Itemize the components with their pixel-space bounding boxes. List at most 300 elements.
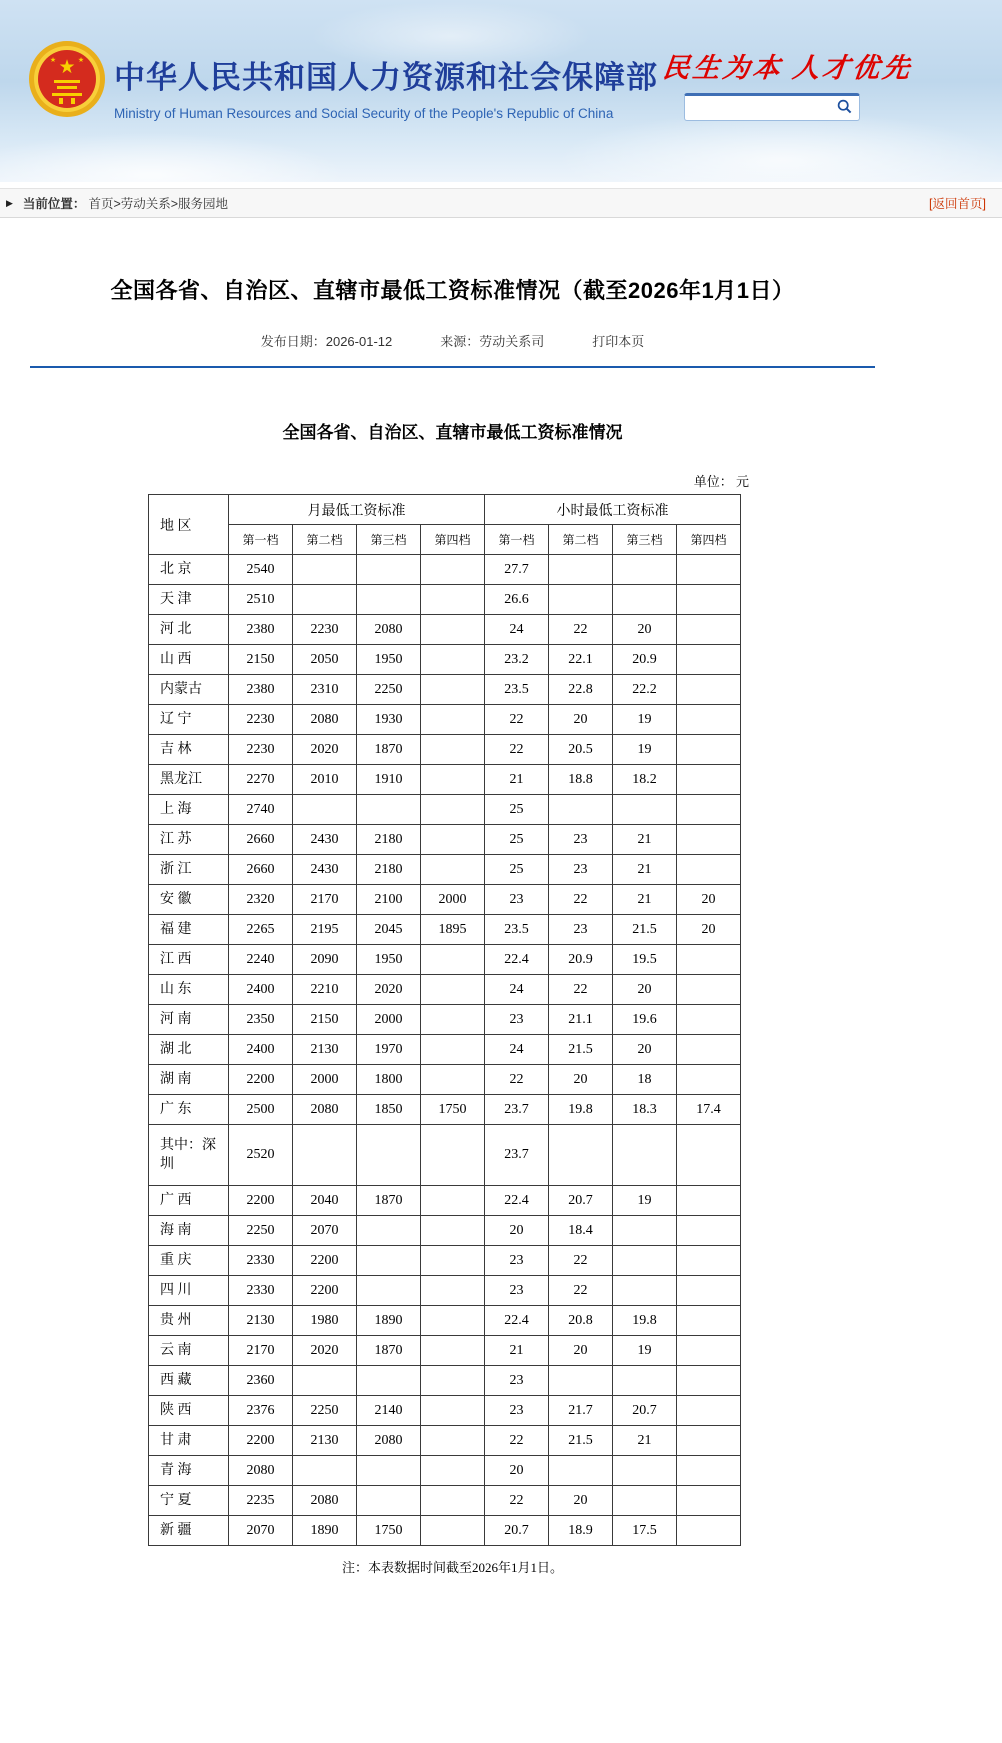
value-cell bbox=[613, 1456, 677, 1486]
value-cell: 2210 bbox=[293, 975, 357, 1005]
print-page-link[interactable]: 打印本页 bbox=[592, 334, 645, 349]
value-cell: 2200 bbox=[229, 1186, 293, 1216]
value-cell: 1980 bbox=[293, 1306, 357, 1336]
value-cell bbox=[357, 585, 421, 615]
value-cell: 21 bbox=[613, 1426, 677, 1456]
value-cell: 22.1 bbox=[549, 645, 613, 675]
value-cell: 23 bbox=[485, 1396, 549, 1426]
value-cell bbox=[357, 1456, 421, 1486]
value-cell bbox=[421, 1366, 485, 1396]
value-cell bbox=[421, 1216, 485, 1246]
table-row bbox=[149, 615, 741, 645]
region-cell: 湖 北 bbox=[149, 1035, 229, 1065]
search-icon bbox=[837, 99, 852, 117]
value-cell bbox=[549, 1366, 613, 1396]
column-group-hourly: 小时最低工资标准 bbox=[485, 495, 741, 525]
tier-header: 第三档 bbox=[357, 525, 421, 555]
value-cell: 18.3 bbox=[613, 1095, 677, 1125]
search-input[interactable] bbox=[693, 101, 835, 115]
value-cell: 27.7 bbox=[485, 555, 549, 585]
region-cell: 其中：深圳 bbox=[149, 1125, 229, 1186]
svg-text:★: ★ bbox=[49, 57, 57, 64]
value-cell bbox=[357, 1366, 421, 1396]
value-cell bbox=[293, 1366, 357, 1396]
value-cell bbox=[549, 585, 613, 615]
value-cell: 25 bbox=[485, 795, 549, 825]
value-cell: 2235 bbox=[229, 1486, 293, 1516]
region-cell: 山 西 bbox=[149, 645, 229, 675]
value-cell: 2250 bbox=[357, 675, 421, 705]
value-cell bbox=[421, 1516, 485, 1546]
region-cell: 河 北 bbox=[149, 615, 229, 645]
value-cell bbox=[677, 1426, 741, 1456]
breadcrumb-arrow-icon: ▶ bbox=[6, 197, 13, 208]
value-cell bbox=[677, 675, 741, 705]
value-cell: 20 bbox=[677, 915, 741, 945]
value-cell bbox=[613, 1276, 677, 1306]
value-cell: 21 bbox=[613, 855, 677, 885]
region-cell: 江 西 bbox=[149, 945, 229, 975]
value-cell bbox=[421, 825, 485, 855]
value-cell: 2376 bbox=[229, 1396, 293, 1426]
value-cell bbox=[421, 1456, 485, 1486]
value-cell: 1750 bbox=[357, 1516, 421, 1546]
value-cell: 21 bbox=[485, 765, 549, 795]
value-cell: 2380 bbox=[229, 675, 293, 705]
value-cell: 2170 bbox=[229, 1336, 293, 1366]
value-cell bbox=[357, 555, 421, 585]
site-title: 中华人民共和国人力资源和社会保障部 bbox=[114, 60, 658, 95]
value-cell bbox=[677, 1336, 741, 1366]
value-cell bbox=[421, 795, 485, 825]
value-cell: 19 bbox=[613, 705, 677, 735]
value-cell: 19.5 bbox=[613, 945, 677, 975]
value-cell bbox=[421, 945, 485, 975]
region-cell: 宁 夏 bbox=[149, 1486, 229, 1516]
value-cell bbox=[421, 735, 485, 765]
value-cell: 21.5 bbox=[549, 1426, 613, 1456]
value-cell: 22 bbox=[485, 705, 549, 735]
value-cell: 1870 bbox=[357, 735, 421, 765]
table-title: 全国各省、自治区、直辖市最低工资标准情况 bbox=[282, 423, 623, 442]
value-cell: 2230 bbox=[229, 735, 293, 765]
value-cell: 2360 bbox=[229, 1366, 293, 1396]
table-row bbox=[149, 1456, 741, 1486]
source bbox=[440, 334, 544, 349]
value-cell: 23.7 bbox=[485, 1095, 549, 1125]
value-cell bbox=[613, 585, 677, 615]
unit-label: 单位： 元 bbox=[693, 474, 749, 489]
value-cell: 2230 bbox=[229, 705, 293, 735]
value-cell: 2320 bbox=[229, 885, 293, 915]
region-cell: 安 徽 bbox=[149, 885, 229, 915]
value-cell: 22 bbox=[485, 1426, 549, 1456]
value-cell: 20 bbox=[613, 975, 677, 1005]
value-cell bbox=[677, 945, 741, 975]
value-cell: 2040 bbox=[293, 1186, 357, 1216]
value-cell: 2660 bbox=[229, 855, 293, 885]
table-row bbox=[149, 1035, 741, 1065]
region-cell: 甘 肃 bbox=[149, 1426, 229, 1456]
value-cell: 2130 bbox=[229, 1306, 293, 1336]
region-cell: 四 川 bbox=[149, 1276, 229, 1306]
value-cell: 2170 bbox=[293, 885, 357, 915]
value-cell: 23.5 bbox=[485, 915, 549, 945]
value-cell bbox=[421, 585, 485, 615]
value-cell: 2050 bbox=[293, 645, 357, 675]
value-cell bbox=[677, 1396, 741, 1426]
value-cell bbox=[293, 585, 357, 615]
region-cell: 天 津 bbox=[149, 585, 229, 615]
value-cell: 18 bbox=[613, 1065, 677, 1095]
value-cell bbox=[549, 555, 613, 585]
value-cell: 17.4 bbox=[677, 1095, 741, 1125]
value-cell: 21.5 bbox=[549, 1035, 613, 1065]
value-cell: 24 bbox=[485, 615, 549, 645]
value-cell bbox=[421, 1486, 485, 1516]
table-row bbox=[149, 675, 741, 705]
table-row bbox=[149, 555, 741, 585]
value-cell: 2250 bbox=[229, 1216, 293, 1246]
value-cell bbox=[677, 645, 741, 675]
value-cell: 19.8 bbox=[549, 1095, 613, 1125]
value-cell: 2510 bbox=[229, 585, 293, 615]
value-cell: 19 bbox=[613, 1336, 677, 1366]
publish-date-value: 2026-01-12 bbox=[325, 334, 393, 349]
value-cell: 18.9 bbox=[549, 1516, 613, 1546]
value-cell: 20.7 bbox=[613, 1396, 677, 1426]
table-row bbox=[149, 1306, 741, 1336]
value-cell bbox=[677, 735, 741, 765]
region-cell: 吉 林 bbox=[149, 735, 229, 765]
value-cell: 2070 bbox=[229, 1516, 293, 1546]
value-cell: 1970 bbox=[357, 1035, 421, 1065]
region-cell: 新 疆 bbox=[149, 1516, 229, 1546]
tier-header: 第二档 bbox=[293, 525, 357, 555]
value-cell: 2330 bbox=[229, 1246, 293, 1276]
tier-header: 第三档 bbox=[613, 525, 677, 555]
value-cell bbox=[677, 555, 741, 585]
group-header-row bbox=[149, 495, 741, 525]
value-cell: 2000 bbox=[357, 1005, 421, 1035]
back-home-link[interactable]: [返回首页] bbox=[929, 197, 986, 211]
value-cell: 22.4 bbox=[485, 945, 549, 975]
value-cell: 2380 bbox=[229, 615, 293, 645]
value-cell: 19.6 bbox=[613, 1005, 677, 1035]
value-cell bbox=[677, 855, 741, 885]
value-cell: 2130 bbox=[293, 1035, 357, 1065]
value-cell: 2090 bbox=[293, 945, 357, 975]
table-row bbox=[149, 1366, 741, 1396]
value-cell: 2350 bbox=[229, 1005, 293, 1035]
table-row bbox=[149, 1186, 741, 1216]
value-cell: 2000 bbox=[293, 1065, 357, 1095]
divider bbox=[30, 366, 875, 368]
value-cell: 2080 bbox=[229, 1456, 293, 1486]
value-cell: 21 bbox=[613, 825, 677, 855]
column-group-monthly: 月最低工资标准 bbox=[229, 495, 485, 525]
source-value: 劳动关系司 bbox=[479, 334, 545, 349]
value-cell bbox=[293, 555, 357, 585]
value-cell bbox=[549, 1125, 613, 1186]
region-cell: 山 东 bbox=[149, 975, 229, 1005]
value-cell: 1910 bbox=[357, 765, 421, 795]
search-button[interactable] bbox=[835, 97, 854, 119]
table-row bbox=[149, 1005, 741, 1035]
value-cell: 2180 bbox=[357, 825, 421, 855]
value-cell bbox=[677, 1306, 741, 1336]
table-row bbox=[149, 1065, 741, 1095]
value-cell: 2080 bbox=[357, 615, 421, 645]
value-cell bbox=[613, 1486, 677, 1516]
value-cell: 24 bbox=[485, 975, 549, 1005]
table-row bbox=[149, 645, 741, 675]
value-cell: 1930 bbox=[357, 705, 421, 735]
value-cell bbox=[357, 1125, 421, 1186]
publish-date-label: 发布日期： bbox=[260, 334, 326, 349]
value-cell: 21 bbox=[485, 1336, 549, 1366]
table-row bbox=[149, 1426, 741, 1456]
region-cell: 辽 宁 bbox=[149, 705, 229, 735]
value-cell: 17.5 bbox=[613, 1516, 677, 1546]
value-cell: 23 bbox=[485, 1366, 549, 1396]
value-cell bbox=[357, 795, 421, 825]
region-cell: 陕 西 bbox=[149, 1396, 229, 1426]
value-cell bbox=[357, 1276, 421, 1306]
value-cell bbox=[613, 1366, 677, 1396]
value-cell: 21 bbox=[613, 885, 677, 915]
value-cell: 20 bbox=[549, 1065, 613, 1095]
value-cell bbox=[613, 1125, 677, 1186]
value-cell bbox=[677, 1456, 741, 1486]
value-cell: 19.8 bbox=[613, 1306, 677, 1336]
region-cell: 贵 州 bbox=[149, 1306, 229, 1336]
value-cell bbox=[677, 1005, 741, 1035]
breadcrumb-path[interactable]: 首页>劳动关系>服务园地 bbox=[88, 197, 229, 211]
value-cell: 2430 bbox=[293, 825, 357, 855]
value-cell bbox=[421, 1065, 485, 1095]
value-cell: 23 bbox=[549, 915, 613, 945]
minimum-wage-table bbox=[148, 494, 741, 1546]
value-cell: 2265 bbox=[229, 915, 293, 945]
breadcrumb bbox=[0, 188, 1002, 218]
article bbox=[0, 218, 905, 1576]
value-cell: 2000 bbox=[421, 885, 485, 915]
table-row bbox=[149, 1516, 741, 1546]
table-row bbox=[149, 1125, 741, 1186]
value-cell: 2230 bbox=[293, 615, 357, 645]
value-cell: 2010 bbox=[293, 765, 357, 795]
value-cell: 22 bbox=[549, 1276, 613, 1306]
svg-text:★: ★ bbox=[58, 57, 76, 78]
value-cell: 2740 bbox=[229, 795, 293, 825]
table-row bbox=[149, 585, 741, 615]
value-cell bbox=[421, 975, 485, 1005]
value-cell: 1950 bbox=[357, 945, 421, 975]
value-cell: 22 bbox=[549, 615, 613, 645]
slogan-text: 民生为本 人才优先 bbox=[661, 53, 915, 83]
value-cell: 23.7 bbox=[485, 1125, 549, 1186]
value-cell bbox=[677, 765, 741, 795]
table-row bbox=[149, 945, 741, 975]
value-cell: 2270 bbox=[229, 765, 293, 795]
value-cell: 2540 bbox=[229, 555, 293, 585]
value-cell: 25 bbox=[485, 825, 549, 855]
value-cell bbox=[549, 795, 613, 825]
region-cell: 海 南 bbox=[149, 1216, 229, 1246]
value-cell: 21.5 bbox=[613, 915, 677, 945]
value-cell: 20 bbox=[549, 705, 613, 735]
value-cell: 22 bbox=[485, 1486, 549, 1516]
value-cell bbox=[677, 1486, 741, 1516]
publish-date bbox=[261, 334, 393, 349]
value-cell: 20 bbox=[613, 1035, 677, 1065]
value-cell: 1890 bbox=[293, 1516, 357, 1546]
table-row bbox=[149, 915, 741, 945]
value-cell: 2100 bbox=[357, 885, 421, 915]
value-cell bbox=[421, 1125, 485, 1186]
value-cell bbox=[421, 765, 485, 795]
value-cell bbox=[677, 1216, 741, 1246]
value-cell: 1890 bbox=[357, 1306, 421, 1336]
region-cell: 重 庆 bbox=[149, 1246, 229, 1276]
value-cell bbox=[613, 1246, 677, 1276]
value-cell bbox=[421, 1246, 485, 1276]
region-cell: 广 东 bbox=[149, 1095, 229, 1125]
value-cell: 2400 bbox=[229, 1035, 293, 1065]
value-cell bbox=[677, 1516, 741, 1546]
table-row bbox=[149, 1216, 741, 1246]
value-cell: 2240 bbox=[229, 945, 293, 975]
value-cell: 2660 bbox=[229, 825, 293, 855]
value-cell: 2180 bbox=[357, 855, 421, 885]
value-cell bbox=[613, 555, 677, 585]
table-row bbox=[149, 1486, 741, 1516]
value-cell: 1850 bbox=[357, 1095, 421, 1125]
region-cell: 黑龙江 bbox=[149, 765, 229, 795]
value-cell bbox=[677, 1065, 741, 1095]
value-cell bbox=[677, 975, 741, 1005]
value-cell: 20 bbox=[549, 1486, 613, 1516]
value-cell: 20 bbox=[485, 1216, 549, 1246]
value-cell: 2020 bbox=[357, 975, 421, 1005]
value-cell: 22 bbox=[549, 975, 613, 1005]
value-cell: 18.8 bbox=[549, 765, 613, 795]
table-row bbox=[149, 765, 741, 795]
value-cell: 22.4 bbox=[485, 1186, 549, 1216]
value-cell: 23.2 bbox=[485, 645, 549, 675]
value-cell: 1870 bbox=[357, 1186, 421, 1216]
value-cell: 23 bbox=[485, 1276, 549, 1306]
value-cell bbox=[677, 1246, 741, 1276]
value-cell: 1800 bbox=[357, 1065, 421, 1095]
value-cell bbox=[677, 1366, 741, 1396]
region-cell: 青 海 bbox=[149, 1456, 229, 1486]
site-title-block bbox=[114, 52, 658, 121]
value-cell bbox=[421, 645, 485, 675]
value-cell: 2140 bbox=[357, 1396, 421, 1426]
table-row bbox=[149, 975, 741, 1005]
table-row bbox=[149, 735, 741, 765]
table-row bbox=[149, 1396, 741, 1426]
table-row bbox=[149, 1095, 741, 1125]
site-subtitle: Ministry of Human Resources and Social Security of the People's Republic of China bbox=[114, 106, 614, 121]
value-cell: 22.2 bbox=[613, 675, 677, 705]
value-cell: 19 bbox=[613, 1186, 677, 1216]
page-title: 全国各省、自治区、直辖市最低工资标准情况（截至2026年1月1日） bbox=[110, 278, 795, 303]
value-cell bbox=[421, 1306, 485, 1336]
value-cell: 18.4 bbox=[549, 1216, 613, 1246]
value-cell bbox=[293, 1125, 357, 1186]
value-cell: 19 bbox=[613, 735, 677, 765]
value-cell bbox=[421, 1005, 485, 1035]
value-cell: 20.8 bbox=[549, 1306, 613, 1336]
value-cell: 21.1 bbox=[549, 1005, 613, 1035]
value-cell: 23 bbox=[485, 1005, 549, 1035]
table-row bbox=[149, 795, 741, 825]
value-cell: 2430 bbox=[293, 855, 357, 885]
value-cell bbox=[421, 1336, 485, 1366]
region-cell: 云 南 bbox=[149, 1336, 229, 1366]
value-cell: 2500 bbox=[229, 1095, 293, 1125]
value-cell: 25 bbox=[485, 855, 549, 885]
tier-header-row bbox=[149, 525, 741, 555]
value-cell: 2020 bbox=[293, 1336, 357, 1366]
table-row bbox=[149, 1336, 741, 1366]
table-row bbox=[149, 855, 741, 885]
national-emblem-icon bbox=[28, 40, 106, 118]
region-cell: 福 建 bbox=[149, 915, 229, 945]
table-row bbox=[149, 705, 741, 735]
value-cell bbox=[613, 1216, 677, 1246]
value-cell: 22 bbox=[485, 1065, 549, 1095]
value-cell bbox=[677, 585, 741, 615]
value-cell bbox=[293, 795, 357, 825]
value-cell: 2520 bbox=[229, 1125, 293, 1186]
value-cell: 2045 bbox=[357, 915, 421, 945]
value-cell: 2400 bbox=[229, 975, 293, 1005]
value-cell: 2200 bbox=[293, 1246, 357, 1276]
value-cell: 21.7 bbox=[549, 1396, 613, 1426]
region-cell: 内蒙古 bbox=[149, 675, 229, 705]
value-cell: 22.8 bbox=[549, 675, 613, 705]
value-cell: 20 bbox=[677, 885, 741, 915]
region-cell: 河 南 bbox=[149, 1005, 229, 1035]
value-cell: 22 bbox=[549, 1246, 613, 1276]
value-cell bbox=[421, 1396, 485, 1426]
value-cell: 1895 bbox=[421, 915, 485, 945]
value-cell: 20 bbox=[485, 1456, 549, 1486]
region-cell: 北 京 bbox=[149, 555, 229, 585]
value-cell: 23 bbox=[485, 1246, 549, 1276]
value-cell bbox=[421, 1186, 485, 1216]
value-cell: 2200 bbox=[229, 1426, 293, 1456]
value-cell: 2080 bbox=[293, 705, 357, 735]
value-cell: 18.2 bbox=[613, 765, 677, 795]
value-cell bbox=[677, 825, 741, 855]
value-cell bbox=[357, 1486, 421, 1516]
value-cell bbox=[357, 1216, 421, 1246]
value-cell: 20.9 bbox=[549, 945, 613, 975]
value-cell: 24 bbox=[485, 1035, 549, 1065]
value-cell: 20.9 bbox=[613, 645, 677, 675]
footnote: 注：本表数据时间截至2026年1月1日。 bbox=[341, 1560, 563, 1575]
value-cell bbox=[421, 615, 485, 645]
value-cell bbox=[549, 1456, 613, 1486]
value-cell: 1950 bbox=[357, 645, 421, 675]
value-cell: 22.4 bbox=[485, 1306, 549, 1336]
region-cell: 湖 南 bbox=[149, 1065, 229, 1095]
